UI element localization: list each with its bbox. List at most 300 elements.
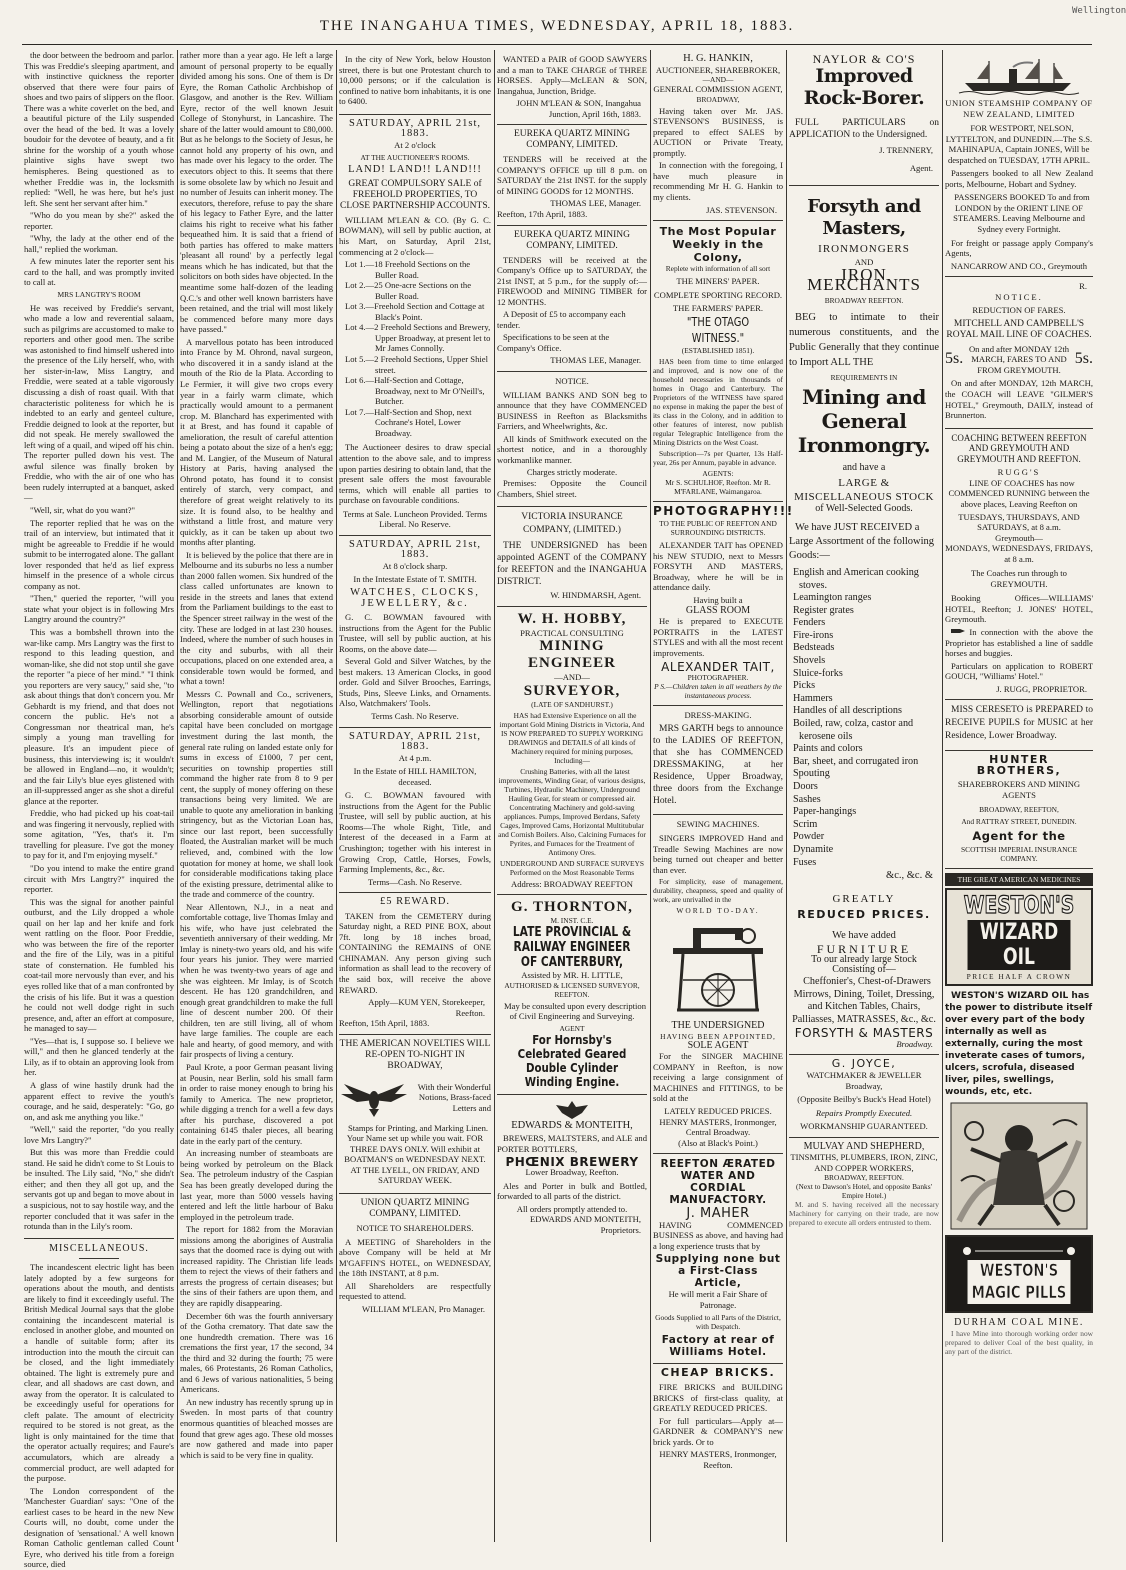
mulvay-title: MULVAY AND SHEPHERD, — [803, 1140, 925, 1152]
column-rule — [942, 50, 943, 1542]
weekly-miners: THE MINERS' PAPER. — [676, 276, 760, 287]
sale-items: Several Gold and Silver Watches, by the best makers. 13 American Clocks, in good order. Gold and Silver Brooches, Earrings, Studs, Pins, Sleeve Links, and Ornaments. Also, Watchmakers' Tools. — [339, 656, 491, 709]
sale-title: GREAT COMPULSORY SALE of FREEHOLD PROPERTIES, TO CLOSE PARTNERSHIP ACCOUNTS. — [340, 178, 490, 211]
aerated-water-ad — [653, 1154, 783, 1364]
hobby-engineer: MINING ENGINEER — [527, 638, 617, 672]
joyce-repairs: Repairs Promptly Executed. — [815, 1107, 913, 1118]
sale-date: SATURDAY, APRIL 21st, 1883. — [348, 117, 482, 140]
story-paragraph: "Do you intend to make the entire grand circuit with Mrs Langtry?" inquired the reporter. — [24, 863, 174, 895]
dress-body: MRS GARTH begs to announce to the LADIES OF REEFTON, that she has COMMENCED DRESSMAKING, at her Residence, Upper Broadway, three doors from the Exchange Hotel. — [653, 724, 783, 807]
reduced-prices: REDUCED PRICES. — [797, 908, 931, 922]
monday-text: On and after MONDAY 12th MARCH, FARES TO AND FROM GREYMOUTH. — [968, 343, 1070, 375]
hunter-insurance: SCOTTISH IMPERIAL INSURANCE COMPANY. — [961, 844, 1077, 863]
union-steamship-for: FOR WESTPORT, NELSON, LYTTELTON, and DUNEDIN.—The S.S. MAHINAPUA, Captain JONES, Will be despatched on TUESDAY, 17TH APRIL. — [945, 123, 1093, 165]
singer-also: (Also at Black's Point.) — [678, 1137, 758, 1148]
hobby-ad — [497, 607, 647, 896]
thornton-agent: AGENT — [559, 1023, 585, 1033]
greatly: GREATLY — [832, 892, 896, 905]
story-paragraph: Freddie, who had picked up his coat-tail and was fingering it nervously, replied with some agitation, "Yes, that's it. I'm travelling for pleasure. I've got the money to pay for it, and I'm enjoying myself." — [24, 808, 174, 861]
mulvay-place: BROADWAY, REEFTON. — [824, 1173, 904, 1183]
rugg-connection — [945, 627, 1093, 659]
rugg-days-1: TUESDAYS, THURSDAYS, AND SATURDAYS, at 8 a.m. — [958, 511, 1080, 533]
maher-name: J. MAHER — [686, 1206, 750, 1222]
hunter-place2: And RATTRAY STREET, DUNEDIN. — [961, 817, 1077, 827]
forsyth-title: Forsyth and Masters, — [807, 195, 921, 239]
forsyth-requirements: REQUIREMENTS IN — [830, 372, 898, 382]
lot-item: Lot 1.—18 Freehold Sections on the Buller Road. — [345, 259, 471, 280]
reward-title: £5 REWARD. — [379, 896, 451, 908]
sale-body: WILLIAM M'LEAN & CO. (By G. C. BOWMAN), will sell by public auction, at his Mart, on Saturday, April 21st, commencing at 2 o'clock— — [339, 214, 491, 257]
eureka-signature: THOMAS LEE, Manager. — [550, 355, 641, 366]
singer-appointed: HAVING BEEN APPOINTED, — [660, 1031, 776, 1041]
photography-ad — [653, 502, 794, 706]
misc-paragraph: The London correspondent of the 'Manchester Guardian' says: "One of the earliest cases to be heard in the new New Courts will, no doubt, come under the designation of 'sensational.' A well known Roman Catholic gentleman called Count Eyre, who derived his title from a foreign source, died — [24, 1485, 174, 1570]
joyce-name: G. JOYCE, — [831, 1057, 897, 1071]
forsyth-and: AND — [854, 257, 874, 268]
lot-item: Lot 2.—25 One-acre Sections on the Buller Road. — [345, 280, 472, 301]
photo-glass-room: GLASS ROOM — [685, 604, 751, 616]
weston-pills: WESTON'S MAGIC PILLS — [968, 1260, 1071, 1304]
bricks-title: CHEAP BRICKS. — [660, 1366, 776, 1380]
joyce-ad — [789, 1055, 939, 1137]
news-paragraph: A marvellous potato has been introduced into France by M. Ohrond, naval surgeon, who discovered it in a sandy island at the mouth of the Rio de la Plata. According to Le Fermier, it will give two crops every year in a fairly warm climate, which practically would amount to a permanent crop. M. Blanchard has experimented with it at Brest, and has found it capable of amelioration, the result of careful attention being a potato about the size of a hen's egg; and M. Langier, of the Museum of Natural History at Paris, having analysed the Ohrond potato, has found it to consist entirely of starch, very compact, and therefore of great weight relatively to its size. It is found also, to be healthy and withstand a little frost, and mature very quickly, as it can be taken up about two months after planting. — [180, 336, 333, 548]
maher-goods: Goods Supplied to all Parts of the District, with Despatch. — [655, 1313, 781, 1332]
edwards-title: EDWARDS & MONTEITH, — [511, 1119, 633, 1131]
thornton-for: For Hornsby's Celebrated Geared Double Cylinder Winding Engine. — [517, 1031, 627, 1089]
coaches-fares-ad — [945, 277, 1093, 428]
weekly-sporting: COMPLETE SPORTING RECORD. — [653, 289, 783, 300]
story-paragraph: "Well, sir, what do you want?" — [30, 504, 136, 515]
goods-item: Boiled, raw, colza, castor and kerosene oils — [793, 718, 914, 742]
eagle-icon — [339, 1078, 409, 1118]
wizard-illustration-icon — [949, 1101, 1089, 1231]
weekly-body: HAS been from time to time enlarged and improved, and is now one of the household necessaries in thousands of homes in Otago and Canterbury. The Proprietors of the WITNESS have spared no expense in making the paper the best of its class in the Colony, and in addition to other features of interest, now publish regular Telegraphic Intelligence from the Mining Districts on the West Coast. — [653, 356, 783, 447]
goods-item: English and American cooking stoves. — [793, 566, 919, 591]
pills-logo-icon — [959, 1245, 1079, 1257]
reward-ad — [339, 893, 491, 1035]
bricks-body: FIRE BRICKS and BUILDING BRICKS of first-class quality, at GREATLY REDUCED PRICES. — [653, 1381, 783, 1414]
eureka-ad-1 — [497, 125, 647, 225]
weston-body: WESTON'S WIZARD OIL has the power to distribute itself over every part of the body internally as well as externally, curing the most inveterate cases of tumors, ulcers, scrofula, diseased liver, piles, swellings, wounds, etc, etc. — [945, 990, 1093, 1097]
masthead-rule — [22, 44, 1092, 45]
coach-body: On and after MONDAY, 12th MARCH, the COACH will LEAVE "GILMER'S HOTEL," Greymouth, DAILY, instead of Brunnerton. — [945, 378, 1093, 421]
sale-terms: Terms at Sale. Luncheon Provided. Terms Liberal. No Reserve. — [343, 508, 487, 530]
news-paragraph: An increasing number of steamboats are being worked by petroleum on the Black Sea. The petroleum industry of the Caspian Sea has been greatly developed during the last year, more than 5000 vessels having entered and left the little harbour of Baku employed in the petroleum trade. — [180, 1148, 333, 1222]
goods-item: Scrim — [793, 818, 818, 830]
auction-ad-land — [339, 115, 491, 536]
hobby-name: W. H. HOBBY, — [517, 610, 627, 627]
union-sub: NOTICE TO SHAREHOLDERS. — [356, 1223, 474, 1234]
story-paragraph: He was received by Freddie's servant, who made a low and reverential salaam, such as pilgrims are accustomed to make to reporters and other good men. The scribe was astonished to find himself ushered into the presence of the Lily herself, who, with her sister-in-law, Miss Langtry, and Freddie, were seated at a table vigorously discussing a dish of roast quail. With that characteristic politeness for which he is indebted to an early and genteel culture, Freddie deigned to look at the reporter, but did not speak. He merely swallowed the left wing of a quail, and wiped off his chin. The reporter pulled down his vest. The awful silence was finally broken by Freddie, who with the air of one who has been rudely interrupted at a banquet, asked— — [24, 302, 174, 503]
notice-premises: Premises: Opposite the Council Chambers, Shiel street. — [497, 477, 647, 499]
story-paragraph: "Yes—that is, I suppose so. I believe we will," and then he glanced tenderly at the Lily, as if to obtain an approving look from her. — [24, 1035, 174, 1078]
thornton-sub: M. INST. C.E. — [550, 916, 594, 926]
coaching-title: COACHING BETWEEN REEFTON AND GREYMOUTH AND GREYMOUTH AND REEFTON. — [951, 432, 1087, 464]
bricks-body2: For full particulars—Apply at—GARDNER & COMPANY'S new brick yards. Or to — [653, 1415, 783, 1447]
weston-price: PRICE HALF A CROWN — [966, 971, 1072, 981]
mulvay-sub: TINSMITHS, PLUMBERS, IRON, ZINC, AND COPPER WORKERS, — [790, 1152, 938, 1173]
weston-oil: WIZARD OIL — [968, 920, 1071, 970]
novelties-ad — [339, 1035, 491, 1194]
hankin-signature: JAS. STEVENSON. — [706, 204, 777, 215]
forsyth-ironmongers: IRONMONGERS — [818, 242, 910, 255]
weston-name: WESTON'S — [963, 890, 1075, 919]
hobby-sub: PRACTICAL CONSULTING — [520, 627, 624, 638]
column-rule — [336, 50, 337, 1542]
union-steamship-title: UNION STEAMSHIP COMPANY OF NEW ZEALAND, LIMITED — [945, 98, 1093, 119]
naylor-agent: Agent. — [909, 163, 933, 174]
eureka-body: TENDERS will be received at the Company's Office up to SATURDAY, the 21st INST, at 5 p.m., for the supply of:—FIREWOOD and MINING TIMBER for 12 MONTHS. — [497, 254, 647, 307]
hankin-ad — [653, 50, 783, 221]
fm-footer: FORSYTH & MASTERS — [794, 1026, 934, 1041]
hankin-body: Having taken over Mr. JAS. STEVENSON'S BUSINESS, is prepared to effect SALES by AUCTION or Private Treaty, promptly. — [653, 105, 783, 158]
hobby-surveys: UNDERGROUND AND SURFACE SURVEYS Performed on the Most Reasonable Terms — [499, 858, 645, 877]
column-2 — [180, 50, 333, 1542]
sewing-machines-ad — [653, 815, 783, 1154]
column-1 — [24, 50, 174, 1570]
bricks-ad — [653, 1364, 783, 1475]
singer-prices: LATELY REDUCED PRICES. — [664, 1105, 772, 1116]
corner-mark: Wellington — [1072, 6, 1126, 16]
thornton-consult: May be consulted upon every description of Civil Engineering and Surveying. — [504, 1000, 646, 1022]
union-steamship-agents: NANCARROW AND CO., Greymouth — [950, 260, 1087, 271]
goods-item: Bedsteads — [793, 642, 835, 654]
sale-time: At 8 o'clock sharp. — [382, 560, 448, 571]
hankin-sub: AUCTIONEER, SHAREBROKER, — [655, 64, 781, 75]
wanted-signature: JOHN M'LEAN & SON, Inangahua Junction, April 16th, 1883. — [516, 98, 641, 119]
lot-item: Lot 5.—2 Freehold Sections, Upper Shiel street. — [345, 354, 488, 375]
rugg-booking: Booking Offices—WILLIAMS' HOTEL, Reefton; J. JONES' HOTEL, Greymouth. — [945, 593, 1093, 625]
news-item — [339, 50, 491, 115]
hankin-name: H. G. HANKIN, — [683, 53, 753, 64]
edwards-orders: All orders promptly attended to. — [516, 1203, 628, 1214]
sale-time: At 2 o'clock — [394, 139, 436, 150]
sewing-world: WORLD TO-DAY. — [676, 906, 760, 916]
edwards-signature: EDWARDS AND MONTEITH, Proprietors. — [530, 1214, 641, 1235]
cereseto-ad — [945, 700, 1093, 751]
thornton-assist: Assisted by MR. H. LITTLE, — [521, 970, 623, 981]
weekly-agents-label: AGENTS: — [702, 468, 734, 478]
mulvay-body: M. and S. having received all the necessary Machinery for carrying on their trade, are now prepared to execute all orders entrusted to them. — [789, 1200, 939, 1228]
photo-name: ALEXANDER TAIT, — [661, 660, 775, 675]
news-paragraph: An new industry has recently sprung up in Sweden. In most parts of that country enormous quantities of bleached mosses are found that grew ages ago. These old mosses are now gathered and made into paper which is said to be very fine in quality. — [180, 1396, 333, 1460]
eureka-title: EUREKA QUARTZ MINING COMPANY, LIMITED. — [513, 229, 631, 251]
goods-item: Paper-hangings — [793, 806, 857, 818]
forsyth-merchants: IRON MERCHANTS — [807, 264, 921, 295]
weekly-title: The Most Popular Weekly in the Colony, — [659, 225, 777, 265]
edwards-body: BREWERS, MALTSTERS, and ALE and PORTER BOTTLERS, — [497, 1133, 647, 1154]
column-rule — [177, 50, 178, 1542]
eureka-spec: Specifications to be seen at the Company's Office. — [497, 332, 610, 353]
sewing-machine-icon — [663, 918, 773, 1018]
notice-body: WILLIAM BANKS AND SON beg to announce that they have COMMENCED BUSINESS in Reefton as Blacksmiths Farriers, and Wheelwrights, &c. — [497, 389, 647, 432]
news-paragraph: December 6th was the fourth anniversary of the Gotha crematory. That date saw the one hundredth cremation. There was 16 cremations the first year, 17 the second, 34 the third and 32 during the fourth; 75 were males, 66 Protestants, 26 Roman Catholics, and 6 Jews of various nationalities, 5 being Americans. — [180, 1310, 333, 1395]
weekly-subscription: Subscription—7s per Quarter, 13s Half-year, 26s per Annum, payable in advance. — [653, 448, 783, 467]
hankin-and: —AND— — [702, 75, 734, 85]
rugg-name: RUGG'S — [997, 467, 1041, 478]
joyce-body: WATCHMAKER & JEWELLER Broadway, — [806, 1070, 922, 1091]
forsyth-have: and have a — [842, 461, 886, 473]
sale-terms: Terms Cash. No Reserve. — [371, 710, 459, 721]
hunter-agent: Agent for the — [972, 829, 1066, 844]
sale-place: AT THE AUCTIONEER'S ROOMS. — [360, 153, 470, 163]
photo-to: TO THE PUBLIC OF REEFTON AND SURROUNDING DISTRICTS. — [659, 519, 777, 538]
union-steamship-passengers: Passengers booked to all New Zealand ports, Melbourne, Hobart and Sydney. — [945, 168, 1093, 189]
singer-undersigned: THE UNDERSIGNED — [671, 1020, 765, 1032]
hobby-body: HAS had Extensive Experience on all the important Gold Mining Districts in Victoria, And IS NOW PREPARED TO SUPPLY WORKING DRAWINGS and DETAILS of all kinds of Machinery required for mining purposes, Including— — [499, 710, 645, 765]
notice-title: NOTICE. — [995, 291, 1043, 302]
singer-signature: HENRY MASTERS, Ironmonger, Central Broadway. — [659, 1116, 777, 1138]
rugg-days-2: MONDAYS, WEDNESDAYS, FRIDAYS, at 8 a.m. — [945, 543, 1093, 564]
story-paragraph: This was a bombshell thrown into the war-like camp. Mrs Langtry was the first to respond to this leading question, and woman-like, she did not stop until she gave the reporter "a piece of her mind." "I think you reporters are very saucy," said she, "to ask about things that don't concern you. Mr Gebhardt is my friend, and that does not concern the public. He's not a Congressman nor theatrical man, he's simply a young man travelling for pleasure. It's an impudent piece of business, this interviewing is; it wouldn't be allowed in England—no, it wouldn't; and the fair Lily's blue eyes glistened with an ill-suppressed anger as she shot a direful glance at the reporter. — [24, 626, 174, 806]
column-3 — [339, 50, 491, 1542]
hobby-and: —AND— — [554, 672, 590, 683]
singer-body: For the SINGER MACHINE COMPANY in Reefton, is now receiving a large consignment of MACHINES and FITTINGS, to be sold at the — [653, 1051, 783, 1104]
rugg-line-body: LINE OF COACHES has now COMMENCED RUNNING between the above places, Leaving Reefton on — [948, 477, 1090, 509]
pointing-hand-icon — [951, 627, 965, 635]
reduction-title: REDUCTION OF FARES. — [972, 305, 1066, 316]
goods-item: Spouting — [793, 768, 830, 780]
union-signature: WILLIAM M'LEAN, Pro Manager. — [361, 1303, 485, 1314]
eureka-body: TENDERS will be received at the COMPANY'S OFFICE up till 8 p.m. on SATURDAY the 21st INST. for the supply of MINING GOODS for 12 MONTHS. — [497, 154, 647, 196]
lot-item: Lot 3.—Freehold Section and Cottage at Black's Point. — [345, 301, 485, 322]
thornton-name: G. THORNTON, — [511, 899, 633, 916]
hunter-sub: SHAREBROKERS AND MINING AGENTS — [957, 779, 1081, 800]
hankin-agent: GENERAL COMMISSION AGENT, — [653, 84, 783, 95]
fare-right: 5s. — [1074, 350, 1093, 368]
photo-title: PHOTOGRAPHY!!! — [653, 503, 794, 518]
goods-item: Handles of all descriptions — [793, 705, 902, 717]
forsyth-place: BROADWAY REEFTON. — [824, 295, 904, 305]
goods-item: Paints and colors — [793, 743, 863, 755]
story-paragraph: But this was more than Freddie could stand. He said he didn't come to St Louis to be insulted. The Lily said, "No," she didn't either; and then they all got up, and the servants got up and began to move about in a suspicious, not to say hostile way, and the reporter concluded that it was safer in the rotunda than in the Lily's room. — [24, 1147, 174, 1232]
victoria-title: VICTORIA INSURANCE COMPANY, (LIMITED.) — [521, 512, 623, 536]
durham-body: I have Mine into thorough working order now prepared to deliver Coal of the best quality, in any part of the district. — [945, 1328, 1093, 1356]
sewing-body2: For simplicity, ease of management, durability, cheapness, speed and quality of work, are unrivalled in the — [653, 877, 783, 905]
eureka-date: Reefton, 17th April, 1883. — [497, 209, 588, 220]
sale-note: The Auctioneer desires to draw special attention to the above sale, and to impress upon parties desiring to obtain land, that the present sale offers the most favourable terms, which will enable all parties to purchase on favourable conditions. — [339, 442, 491, 506]
weston-ad — [945, 869, 1093, 1363]
joyce-opposite: (Opposite Beilby's Buck's Head Hotel) — [797, 1094, 931, 1105]
hobby-list: Crushing Batteries, with all the latest improvements, Winding Gear, of various designs, Turbines, Hydraulic Machinery, Underground Hauling Gear, for steam or compressed air. Concentrating Machinery and gold-saving appliances. Pumps, Improved Berdans, Safety Cages, Improved Cams, Horizontal Multitubular and Cornish Boilers. Also, Calcining Furnaces for Pyrites, and Furnaces for the Treatment of Antimony Ores. — [498, 766, 646, 857]
column-rule — [650, 50, 651, 1542]
notice-body2: All kinds of Smithwork executed on the shortest notice, and in a thoroughly workmanlike manner. — [497, 433, 647, 465]
ornament-rule — [79, 1258, 119, 1259]
naylor-ad — [789, 50, 939, 186]
furniture-list: Cheffonier's, Chest-of-Drawers Mirrows, Dining, Toilet, Dressing, and Kitchen Tables, Chairs, Palliasses, MATRASSES, &c., &c. — [792, 976, 936, 1025]
goods-etc: &c., &c. & — [886, 870, 933, 882]
wanted-ad — [497, 50, 647, 125]
photo-body: ALEXANDER TAIT has OPENED his NEW STUDIO, next to Messrs FORSYTH AND MASTERS, Broadway, where he will be in attendance daily. — [653, 540, 783, 593]
goods-item: Bar, sheet, and corrugated iron — [793, 755, 919, 767]
misc-paragraph: The incandescent electric light has been lately adopted by a few surgeons for operations about the mouth, and dentists are likely to find it exceedingly useful. The British Medical Journal says that the globe containing the incandescent material is enclosed in another globe, and mounted on a handle of suitable form; after its introduction into the mouth the circuit can be closed, and the light immediately obtained. The light is extremely pure and clear, and all shadows are cast down, and away from the operator. It is calculated to be exceedingly useful for operations for cleft palate. The amount of electricity required to be stored is not great, as the light is only maintained for the time that the operator actually requires; and Faure's accumulators, which are already a commercial product, are well adapted for the purpose. — [24, 1262, 174, 1484]
story-paragraph: This was the signal for another painful outburst, and the Lily dropped a whole quail on her lap and her knife and fork went rattling on the floor. Poor Freddie, who was between the fire of the reporter and the fire of the Lily, was in a pitiful state of consternation. He fumbled his coat-tail more nervously than ever, and his eyes rolled like that of a man confronted by the crisis of his life. But it was a question he could not well dodge right in such presence, and, after an effort at composure, he managed to say— — [24, 896, 174, 1034]
hankin-body2: In connection with the foregoing, I have much pleasure in recommending Mr H. G. Hankin to my clients. — [653, 160, 783, 203]
thornton-ad — [497, 895, 647, 1095]
hunter-name: HUNTER BROTHERS, — [976, 753, 1062, 777]
sale-date: SATURDAY, APRIL 21st, 1883. — [348, 538, 482, 561]
goods-item: Shovels — [793, 655, 826, 667]
forsyth-mining: Mining and General Ironmongry. — [797, 384, 931, 457]
story-paragraph: "Then," queried the reporter, "will you state what your object is in following Mrs Langtry around the country?" — [24, 593, 174, 625]
hobby-address: Address: BROADWAY REEFTON — [511, 878, 633, 889]
goods-item: Leamington ranges — [793, 592, 872, 604]
thornton-body: LATE PROVINCIAL & RAILWAY ENGINEER OF CANTERBURY, — [512, 925, 632, 971]
sewing-title: SEWING MACHINES. — [676, 819, 760, 830]
added: We have added — [832, 929, 896, 941]
maher-factory: Factory at rear of Williams Hotel. — [661, 1334, 775, 1359]
lot-item: Lot 6.—Half-Section and Cottage, Broadway, next to Mr O'Neill's, Butcher. — [345, 375, 485, 407]
union-quartz-ad — [339, 1194, 491, 1319]
union-body2: All Shareholders are respectfully requested to attend. — [339, 1280, 491, 1302]
story-subhead: MRS LANGTRY'S ROOM — [57, 290, 141, 300]
rugg-connection-text: In connection with the above the Proprietor has established a line of saddle horses and buggies. — [945, 626, 1093, 659]
goods-item: Doors — [793, 781, 818, 793]
rugg-greymouth: Greymouth— — [995, 532, 1043, 543]
sale-estate: In the Intestate Estate of T. SMITH. — [353, 574, 477, 585]
goods-item: Powder — [793, 831, 825, 843]
steamship-icon — [959, 57, 1079, 95]
photo-ps: P S.—Children taken in all weathers by the instantaneous process. — [654, 681, 782, 700]
weekly-farmers: THE FARMERS' PAPER. — [672, 303, 764, 314]
weekly-witness: "THE OTAGO WITNESS." — [686, 314, 750, 345]
fare-left: 5s. — [945, 350, 964, 368]
mulvay-shepherd-ad — [789, 1138, 939, 1235]
news-paragraph: Paul Krote, a poor German peasant living at Pousin, near Berlin, sold his small farm in order to raise money enough to bring his family to America. The new proprietor, while digging a trench for a well a few days after his purchase, discovered a pot containing 6145 thaler pieces, all bearing date in the early part of the century. — [180, 1061, 333, 1146]
story-paragraph: "Why, the lady at the other end of the hall," replied the workman. — [24, 233, 174, 254]
story-paragraph: "Who do you mean by she?" asked the reporter. — [24, 210, 174, 231]
hobby-late: (LATE OF SANDHURST.) — [531, 699, 613, 709]
sale-body: G. C. BOWMAN favoured with instructions from the Agent for the Public Trustee, will sell by public auction, at his Rooms—The whole Right, Title, and Interest of the deceased in a Farm at Crushington; together with his interest in Growing Crop, Cattle, Horses, Fowls, Farming Implements, &c., &c. — [339, 790, 491, 875]
thornton-auth: AUTHORISED & LICENSED SURVEYOR, REEFTON. — [504, 980, 640, 999]
joyce-guarantee: WORKMANSHIP GUARANTEED. — [800, 1121, 928, 1132]
notice-charges: Charges strictly moderate. — [526, 467, 618, 478]
lot-item: Lot 7.—Half-Section and Shop, next Cochrane's Hotel, Lower Broadway. — [345, 406, 472, 438]
aerated-title: REEFTON ÆRATED WATER AND CORDIAL MANUFACTORY. — [660, 1158, 776, 1207]
story-paragraph: "Well," said the reporter, "do you really love Mrs Langtry?" — [24, 1124, 174, 1145]
furniture: FURNITURE — [816, 942, 912, 957]
victoria-body: THE UNDERSIGNED has been appointed AGENT of the COMPANY for REEFTON and the INANGAHUA DISTRICT. — [497, 541, 647, 588]
weekly-sub: Replete with information of all sort — [665, 264, 771, 274]
column-6 — [789, 50, 939, 1542]
naylor-borer: Improved Rock-Borer. — [803, 64, 925, 109]
sale-date: SATURDAY, APRIL 21st, 1883. — [348, 730, 482, 753]
sale-estate: In the Estate of HILL HAMILTON, deceased. — [353, 766, 477, 787]
rugg-coaches-ad — [945, 429, 1093, 701]
naylor-title: NAYLOR & CO'S — [812, 52, 916, 66]
rugg-signature: J. RUGG, PROPRIETOR. — [996, 683, 1087, 694]
sale-body: G. C. BOWMAN favoured with instructions from the Agent for the Public Trustee, will sell by public auction, at his Rooms, on the above date— — [339, 612, 491, 654]
goods-item: Register grates — [793, 604, 854, 616]
union-steamship-booked: PASSENGERS BOOKED To and from LONDON by the ORIENT LINE OF STEAMERS. Leaving Melbourne and Sydney every Fortnight. — [953, 192, 1090, 235]
maher-supply: Supplying none but a First-Class Article, — [655, 1253, 781, 1290]
photo-role: PHOTOGRAPHER. — [687, 672, 749, 682]
auction-ad-watches — [339, 536, 491, 728]
eureka-deposit: A Deposit of £5 to accompany each tender. — [497, 309, 626, 330]
dressmaking-ad — [653, 706, 783, 816]
news-paragraph: Messrs C. Pownall and Co., scriveners, Wellington, report that negotiations absorbing considerable amount of outside capital have been concluded on mortgage investment during the last month, the general rate ruling on landed estate only for sums in excess of £1000, 7 per cent, securities on township properties still command the higher rate from 8 to 9 per cent, the supply of money offering on these transactions being very limited. We are unable to quote any amelioration in banking stringency, but as the Victorian Loan has, since our last report, been successfully floated, the Australian market will be much relieved, and, combined with the low quotation for money at home, we shall look for considerable modifications taking place of the existing pressure, detrimental alike to the trade and commerce of the country. — [180, 688, 333, 900]
victoria-signature: W. HINDMARSH, Agent. — [550, 590, 641, 601]
news-paragraph: In the city of New York, below Houston street, there is but one Protestant church to 10,000 persons; or if the calculation is confined to native born inhabitants, it is one to 6400. — [339, 54, 491, 107]
weekly-established: (ESTABLISHED 1851). — [681, 345, 755, 355]
goods-item: Picks — [793, 680, 816, 692]
fm-broadway: Broadway. — [896, 1038, 933, 1049]
auction-ad-farm — [339, 728, 491, 894]
photo-glass: Having built a — [693, 595, 743, 606]
naylor-body: FULL PARTICULARS on APPLICATION to the Undersigned. — [789, 117, 939, 140]
goods-item: Fuses — [793, 856, 817, 868]
hankin-place: BROADWAY, — [696, 94, 740, 104]
sale-title: WATCHES, CLOCKS, JEWELLERY, &c. — [350, 586, 480, 609]
hunter-place: BROADWAY, REEFTON, — [979, 805, 1059, 815]
maher-body: HAVING COMMENCED BUSINESS as above, and having had a long experience trusts that by — [653, 1219, 783, 1251]
goods-item: Dynamite — [793, 843, 834, 855]
goods-item: Fire-irons — [793, 629, 834, 641]
story-paragraph: The reporter replied that he was on the trail of an interview, but intimated that it might be agreeable to Freddie if he would submit to be interrogated alone. The gallant lover responded that he'd as lief express himself in the presence of a whole circus company as not. — [24, 517, 174, 591]
story-paragraph: A few minutes later the reporter sent his card to the hall, and was promptly invited to call at. — [24, 256, 174, 288]
photo-body2: He is prepared to EXECUTE PORTRAITS in the LATEST STYLES and with all the most recent improvements. — [653, 616, 783, 658]
rugg-particulars: Particulars on application to ROBERT GOUCH, "Williams' Hotel." — [945, 660, 1093, 682]
wanted-body: WANTED a PAIR of GOOD SAWYERS and a man to TAKE CHARGE of THREE HORSES. Apply—McLEAN & SON, Inangahua, Junction, Bridge. — [497, 54, 647, 96]
union-title: UNION QUARTZ MINING COMPANY, LIMITED. — [360, 1198, 470, 1220]
sale-headline: LAND! LAND!! LAND!!! — [348, 164, 482, 176]
novelties-body: Stamps for Printing, and Marking Linen. Your Name set up while you wait. FOR THREE DAYS ONLY. Will exhibit at BOATMAN'S on WEDNESDAY NEXT. AT THE LYELL, ON FRIDAY, AND SATURDAY WEEK. — [344, 1122, 489, 1186]
eureka-signature: THOMAS LEE, Manager. — [550, 198, 641, 209]
weekly-agents: Mr S. SCHULHOF, Reefton. Mr R. M'FARLANE, Waimangaroa. — [665, 477, 771, 496]
reward-date: Reefton, 15th April, 1883. — [339, 1018, 430, 1029]
reward-body: TAKEN from the CEMETERY during Saturday night, a RED PINE BOX, about 7ft. long by 18 inches broad, CONTAINING the REMAINS of ONE CHINAMAN. Any person giving such information as shall lead to the recovery of the said box, will receive the above REWARD. — [339, 910, 491, 995]
sale-terms: Terms—Cash. No Reserve. — [368, 876, 462, 887]
reward-apply: Apply—KUM YEN, Storekeeper, Reefton. — [368, 997, 485, 1018]
maher-body2: He will merit a Fair Share of Patronage. — [668, 1289, 768, 1310]
furniture-body: To our already large Stock Consisting of— — [811, 953, 917, 976]
goods-list — [789, 567, 939, 869]
sale-time: At 4 p.m. — [398, 752, 432, 763]
forsyth-body: BEG to intimate to their numerous constituents, and the Public Generally that they continue to Import ALL THE — [789, 311, 939, 368]
weston-banner: THE GREAT AMERICAN MEDICINES — [945, 873, 1093, 886]
eureka-title: EUREKA QUARTZ MINING COMPANY, LIMITED. — [513, 129, 631, 151]
sewing-body: SINGERS IMPROVED Hand and Treadle Sewing Machines are now being turned out cheaper and better than ever. — [653, 832, 783, 875]
blacksmith-ad — [497, 372, 647, 507]
union-steamship-ad — [945, 50, 1093, 277]
otago-witness-ad — [653, 221, 783, 502]
forsyth-masters-ad — [789, 186, 939, 1056]
hunter-brothers-ad — [945, 751, 1093, 869]
column-rule — [494, 50, 495, 1542]
r-mark: R. — [1079, 281, 1087, 292]
goods-item: Hammers — [793, 692, 833, 704]
mitchell-title: MITCHELL AND CAMPBELL'S ROYAL MAIL LINE OF COACHES. — [946, 318, 1092, 340]
union-steamship-freight: For freight or passage apply Company's Agents, — [945, 237, 1093, 259]
durham-title: DURHAM COAL MINE. — [954, 1316, 1084, 1328]
union-body: A MEETING of Shareholders in the above Company will be held at Mr M'GAFFIN'S HOTEL, on WEDNESDAY, the 18th INSTANT, at 8 p.m. — [339, 1236, 491, 1279]
edwards-address: Lower Broadway, Reefton. — [525, 1167, 619, 1178]
notice-title: NOTICE. — [555, 376, 589, 387]
column-4 — [497, 50, 647, 1542]
bricks-signature: HENRY MASTERS, Ironmonger, Reefton. — [659, 1449, 777, 1470]
lot-item: Lot 4.—2 Freehold Sections and Brewery, Upper Broadway, at present let to Mr James Connolly. — [345, 322, 491, 354]
column-rule — [786, 50, 787, 1542]
hobby-surveyor: SURVEYOR, — [523, 682, 621, 699]
edwards-monteith-ad — [497, 1095, 647, 1240]
singer-agent: SOLE AGENT — [687, 1039, 749, 1051]
dress-title: DRESS-MAKING. — [684, 709, 752, 720]
forsyth-well: of Well-Selected Goods. — [815, 503, 913, 515]
news-paragraph: Near Allentown, N.J., in a neat and comfortable cottage, live Thomas Imlay and his wife, who have just celebrated the seventieth anniversary of their wedding. Mr Imlay is ninety-two years old, and his wife four years his junior. They were married when he was twenty-two years of age and she was eighteen. Mr Imlay, is of Scotch descent. He has 120 grandchildren, and enough great grandchildren to make the full line of descent number 200. Of their children, ten are still living, all of whom have large families. The couple are each hale and hearty, of good memory, and with fair prospects of living a century. — [180, 901, 333, 1060]
edwards-brewery: PHŒNIX BREWERY — [505, 1154, 639, 1169]
goods-item: Sashes — [793, 793, 821, 805]
goods-item: Fenders — [793, 617, 826, 629]
